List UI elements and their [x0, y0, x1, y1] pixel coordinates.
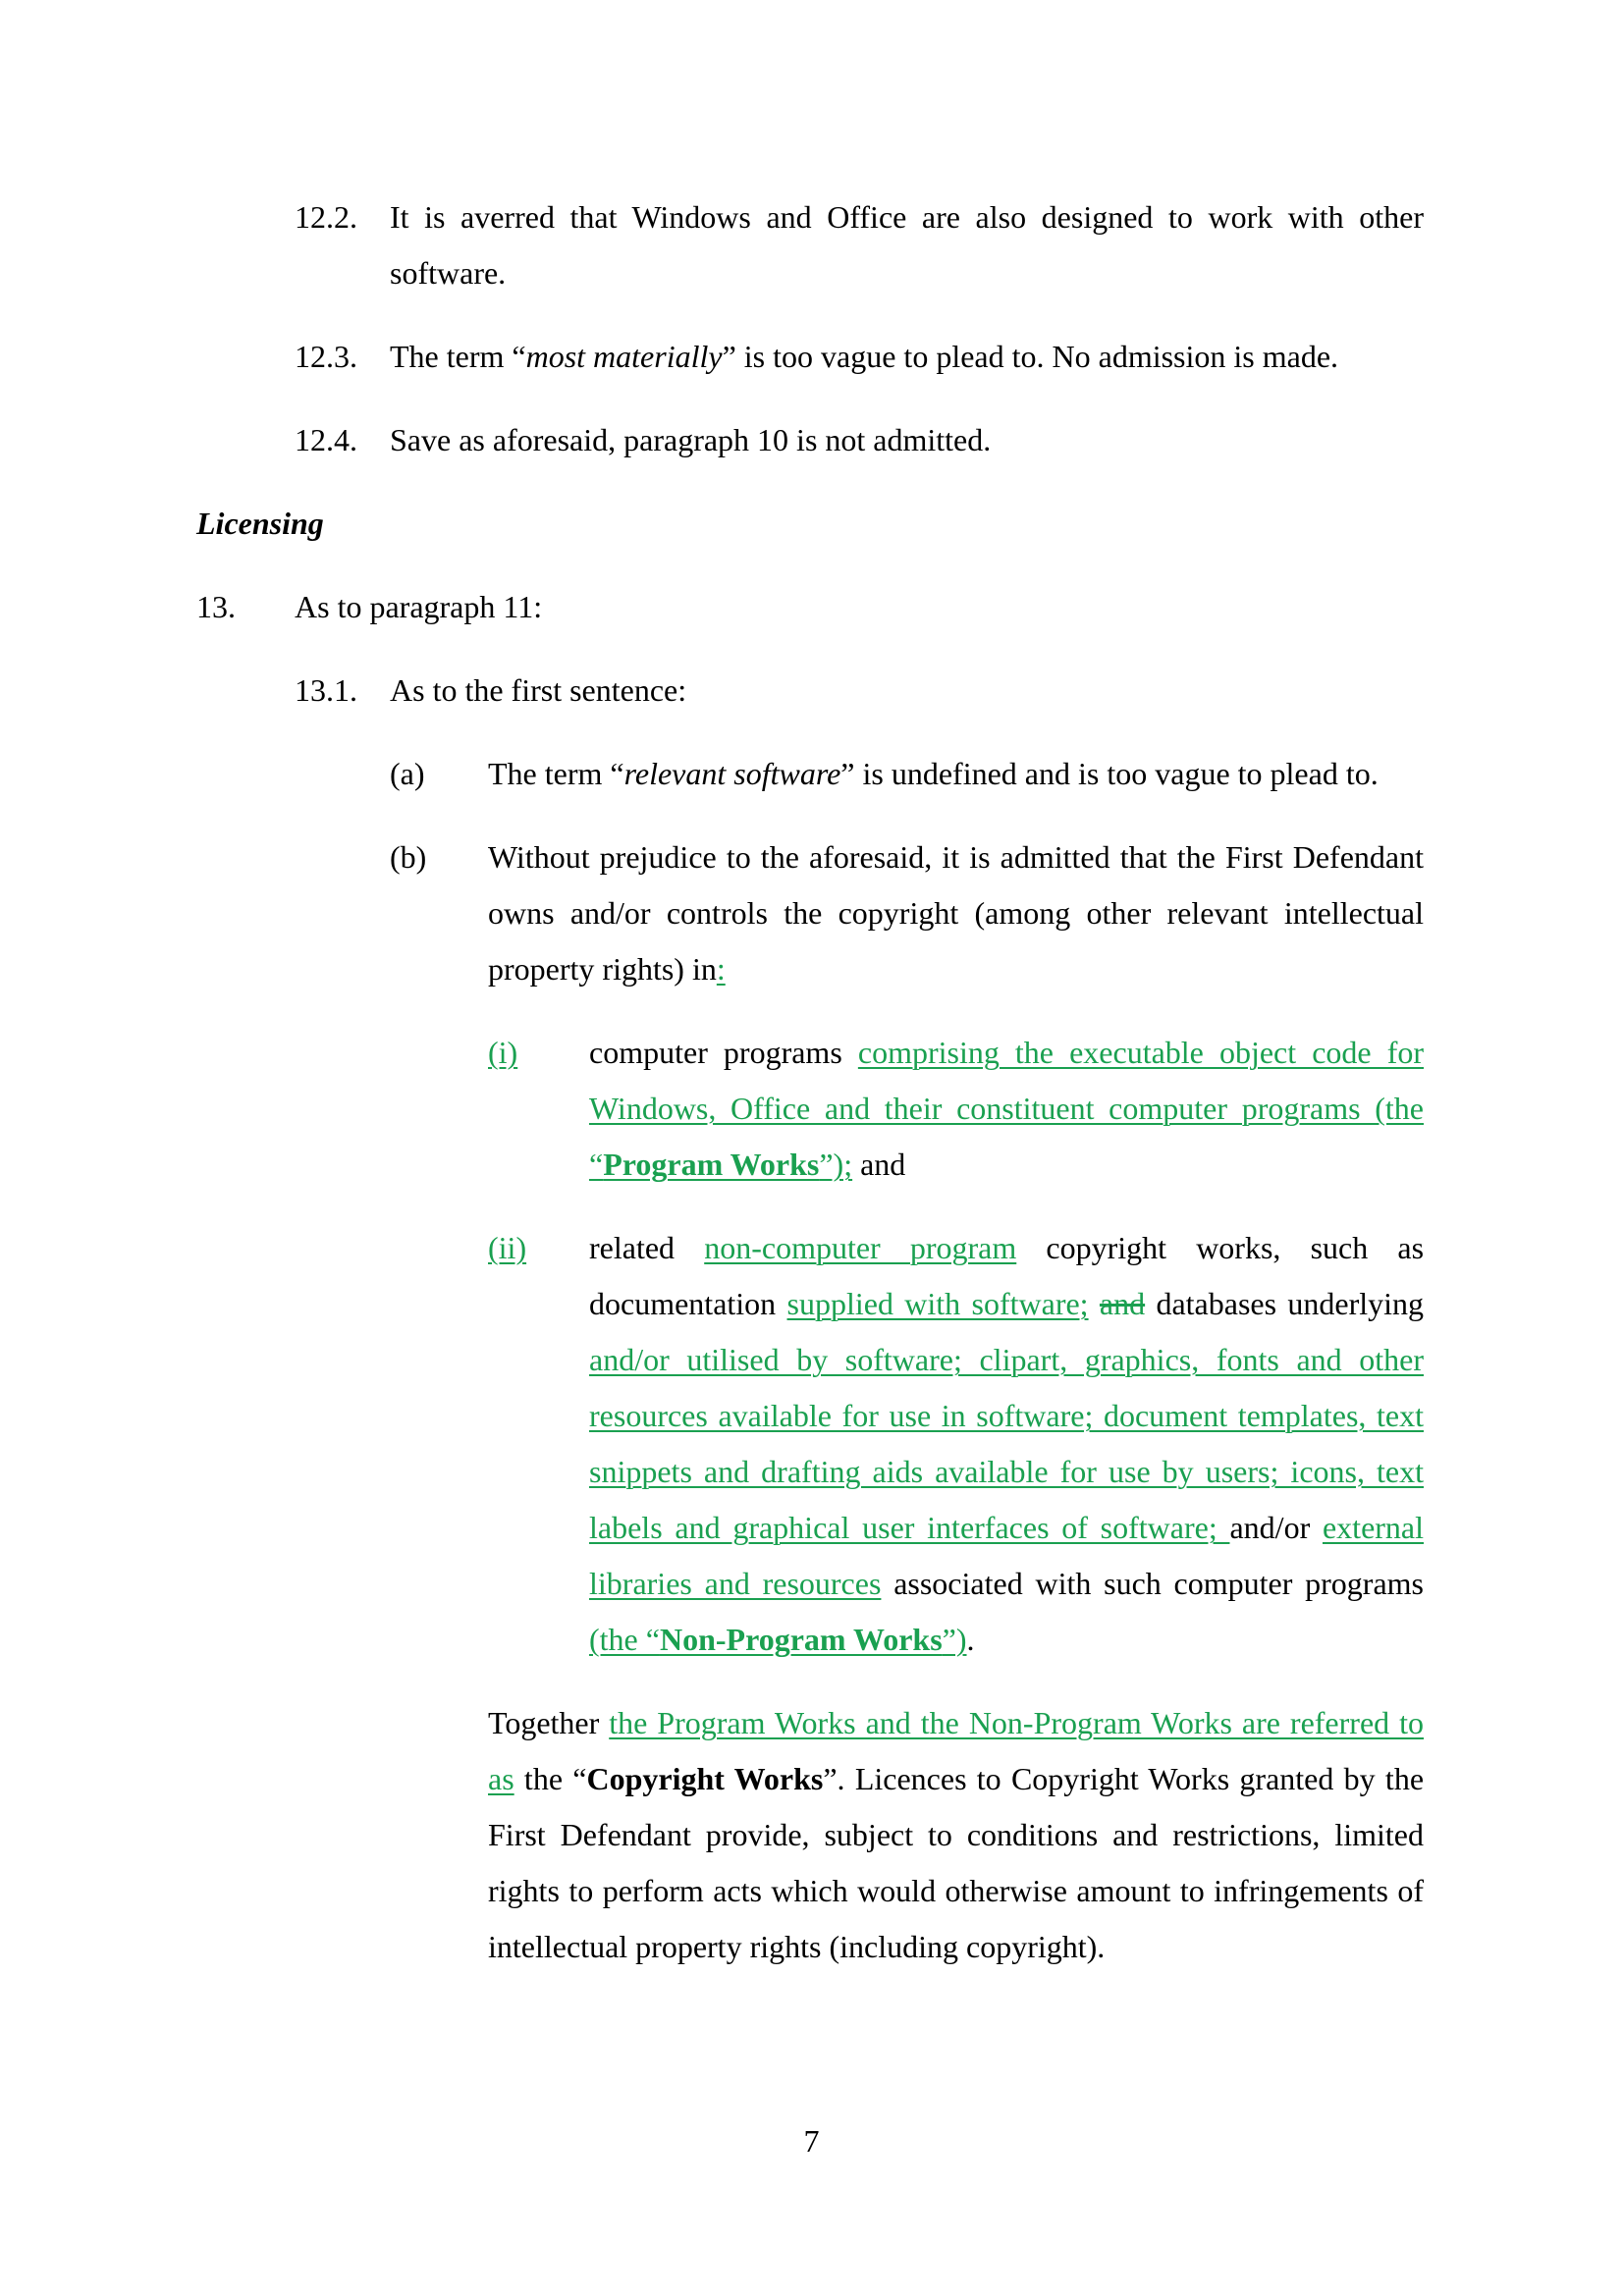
page-number: 7 [803, 2123, 820, 2159]
text-segment: Without prejudice to the aforesaid, it is admitted that the First Defendant owns and/or controls the copyright (among other relevant intellectual property rights) in [488, 839, 1424, 987]
item-label-a: (a) [390, 756, 425, 791]
text-segment: ” is undefined and is too vague to plead to. [840, 756, 1379, 791]
item-label-ii: (ii) [488, 1230, 527, 1265]
deleted-text: and [1099, 1286, 1146, 1321]
text-segment: ” is too vague to plead to. No admission is made. [722, 339, 1339, 374]
text-segment: copyright works, such as documentation [589, 1230, 1425, 1321]
inserted-text: (the “ [589, 1622, 660, 1657]
para-number-13: 13. [196, 589, 236, 624]
para-number-12-4: 12.4. [295, 422, 357, 457]
para-13-1-text: As to the first sentence: [390, 672, 687, 708]
section-heading: Licensing [196, 506, 324, 541]
text-segment: . [966, 1622, 975, 1657]
item-b-text [488, 829, 1424, 997]
text-segment: Together [488, 1705, 610, 1740]
text-segment: associated with such computer programs [881, 1566, 1425, 1601]
together-paragraph [488, 1695, 1424, 1975]
text-segment: and [852, 1147, 906, 1182]
inserted-text: supplied with software; [786, 1286, 1089, 1321]
para-number-12-3: 12.3. [295, 339, 357, 374]
text-segment: The term “ [488, 756, 624, 791]
para-12-2-text: It is averred that Windows and Office are also designed to work with other software. [390, 199, 1424, 291]
item-ii-text [589, 1220, 1424, 1668]
emphasis-term: most materially [525, 339, 723, 374]
text-segment: related [589, 1230, 705, 1265]
para-number-13-1: 13.1. [295, 672, 357, 708]
inserted-text: comprising the executable object code for Windows, Office and their constituent computer programs (the “ [589, 1035, 1425, 1182]
inserted-text: : [716, 951, 726, 987]
text-segment: ”. Licences to Copyright Works granted by the First Defendant provide, subject to conditions and restrictions, limited rights to perform acts which would otherwise amount to infringements of intellectual property rights (including copyright). [488, 1761, 1425, 1964]
item-a-text [488, 746, 1424, 802]
inserted-text: ”); [819, 1147, 853, 1182]
item-label-i: (i) [488, 1035, 518, 1070]
item-i-text [589, 1025, 1424, 1193]
inserted-text: the Program Works and the Non-Program Works are referred to as [488, 1705, 1425, 1796]
defined-term-copyright-works: Copyright Works [586, 1761, 824, 1796]
text-segment: The term “ [390, 339, 526, 374]
inserted-text: non-computer program [704, 1230, 1017, 1265]
emphasis-term: relevant software [623, 756, 841, 791]
para-12-4-text: Save as aforesaid, paragraph 10 is not admitted. [390, 422, 992, 457]
para-number-12-2: 12.2. [295, 199, 357, 235]
text-segment [1089, 1286, 1100, 1321]
defined-term-non-program-works: Non-Program Works [659, 1622, 943, 1657]
inserted-text: ”) [942, 1622, 967, 1657]
inserted-text: external libraries and resources [589, 1510, 1425, 1601]
defined-term-program-works: Program Works [603, 1147, 820, 1182]
para-12-3-text [390, 329, 1424, 385]
text-segment: databases underlying [1145, 1286, 1425, 1321]
inserted-text: and/or utilised by software; clipart, graphics, fonts and other resources available for use in software; document templates, text snippets and drafting aids available for use by users; icons, text labels and graphical user interfaces of software; [589, 1342, 1424, 1545]
para-13-text: As to paragraph 11: [295, 589, 543, 624]
text-segment: the “ [514, 1761, 587, 1796]
text-segment: computer programs [589, 1035, 858, 1070]
text-segment: and/or [1229, 1510, 1323, 1545]
item-label-b: (b) [390, 839, 427, 875]
